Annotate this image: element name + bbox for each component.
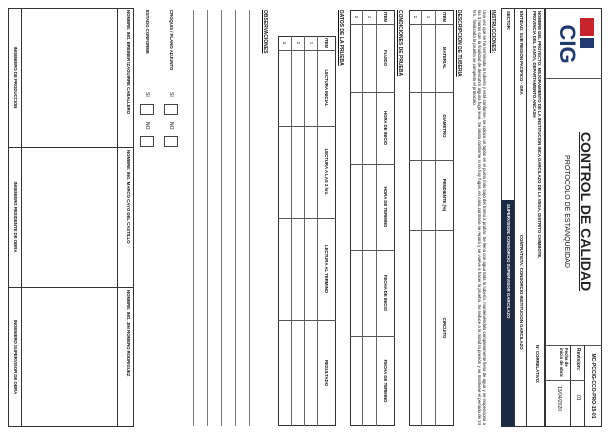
signature-area-supervisor[interactable]: [23, 288, 117, 426]
signature-role-resident: INGENIERO RESIDENTE DE OBRA: [13, 181, 18, 253]
instructions-text: Una vez que se ha terminado la tubería y está conforme, se coloca un tapón en el punto más bajo del tramo a probar. Se llena con agua toda la tubería, manteniéndola completamente llena de agua y se inspecciona a las 3 horas con la finalidad de descubrir alguna fuga leve. Se anota conforme si no hay fugas, en caso contrario se repara y se vuelve a hacer la prueba. Se reduce a la mitad la presión y se mantiene el período de 24 hrs., finalizada la prueba se completa el protocolo.: [472, 10, 487, 425]
instructions-heading: INSTRUCCIONES:: [490, 10, 496, 54]
observation-line[interactable]: [221, 10, 222, 426]
cond-col-end-date: FECHA DE TERMINO: [383, 359, 389, 403]
sketch-no-label: NO: [168, 122, 174, 130]
observation-line[interactable]: [193, 10, 194, 426]
pipe-col-item: ITEM: [442, 11, 448, 23]
cond-col-start-time: HORA DE INICIO: [383, 111, 389, 145]
table-row: 2: [354, 15, 359, 19]
table-row: 2: [413, 15, 418, 19]
signature-role-production: INGENIERO DE PRODUCCION: [13, 46, 18, 109]
sketch-yes-checkbox[interactable]: [164, 104, 178, 115]
pipe-col-slope: PENDIENTE (%): [442, 178, 448, 212]
cond-col-end-time: HORA DE TERMINO: [383, 186, 389, 228]
supervision-band: SUPERVISION: CONSORCIO SUPERVISOR GARCILAZO: [501, 200, 514, 427]
pipe-col-circuit: CIRCUITO: [442, 317, 448, 339]
sector-label: SECTOR:: [506, 11, 511, 31]
sketch-no-checkbox[interactable]: [164, 136, 178, 147]
cond-col-start-date: FECHA DE INICIO: [383, 274, 389, 312]
observations-heading: OBSERVACIONES: [262, 10, 268, 54]
sketch-attached-label: CROQUIS / PLANO ADJUNTO: [169, 10, 174, 71]
company-logo: [552, 16, 596, 72]
pipe-col-diameter: DIAMETRO: [442, 114, 448, 138]
data-col-item: ITEM: [324, 37, 330, 49]
status-ok-label: ESTADO CONFORME: [145, 10, 150, 54]
document-title: CONTROL DE CALIDAD: [578, 131, 594, 292]
revision-label: Revision:: [575, 348, 581, 371]
table-row: 1: [309, 41, 314, 45]
table-row: 1: [426, 15, 432, 19]
signature-area-production[interactable]: [23, 9, 117, 146]
status-no-label: NO: [144, 122, 150, 130]
status-no-checkbox[interactable]: [140, 136, 154, 147]
signature-name-supervisor: NOMBRE: ING. JIM ROMERO RODRIGUEZ: [126, 290, 131, 377]
cig-logo-icon: [552, 16, 596, 72]
status-yes-checkbox[interactable]: [140, 104, 154, 115]
signature-name-production: NOMBRE: ING. BREINER IZAGUIRRE CABALLERO: [126, 10, 131, 115]
document-code: MC-PCCIG-CCO-PRO-15-01: [590, 353, 596, 419]
observation-line[interactable]: [207, 10, 208, 426]
signature-name-resident: NOMBRE: ING. MARCO CAYO DEL CASTILLO: [126, 150, 131, 244]
status-yes-label: SI: [144, 92, 150, 97]
pipe-description-heading: DESCRIPCION DE TUBERIA: [456, 10, 462, 77]
signature-role-supervisor: INGENIERO SUPERVISOR DE OBRA: [13, 319, 18, 395]
data-col-end: LECTURA AL TERMINO: [324, 244, 330, 294]
correlativo-label: N° CORRELATIVO:: [535, 345, 540, 384]
project-name: NOMBRE DEL PROYECTO: MEJORAMIENTO DE LA INSTITUCION INCA GARCILAZO DE LA VEGA, DISTRITO CHIMBOTE, PROVINCIA DEL SANTA, DEPARTAMENTO ANCASH: [532, 11, 542, 259]
entity-label: ENTIDAD: SUB REGION PACIFICO - GRA: [519, 11, 524, 95]
revision-value: 01: [575, 395, 581, 401]
cond-col-fluid: FLUIDO: [383, 50, 389, 66]
test-data-heading: DATOS DE LA PRUEBA: [338, 10, 344, 66]
logo-text: CIG: [555, 24, 580, 64]
data-col-3hrs: LECTURA A LAS 3 hrs.: [324, 148, 330, 196]
pipe-col-material: MATERIAL: [442, 47, 448, 69]
data-col-result: RESULTADO: [324, 359, 330, 387]
table-row: 1: [367, 15, 373, 19]
sketch-yes-label: SI: [168, 92, 174, 97]
signature-area-resident[interactable]: [23, 148, 117, 286]
cond-col-item: ITEM: [383, 11, 389, 23]
contractor-label: CONTRATISTA: CONSORCIO INSTITUCION GARCILAZO: [519, 235, 524, 350]
data-col-initial: LECTURA INICIAL: [324, 69, 330, 107]
start-date-label: Fecha de inicio de obra:: [559, 348, 569, 378]
test-conditions-heading: CONDICIONES DE PRUEBA: [397, 10, 403, 77]
document-subtitle: PROTOCOLO DE ESTANQUEIDAD: [563, 155, 570, 268]
observation-line[interactable]: [249, 10, 250, 426]
table-row: 2: [296, 41, 301, 45]
start-date-value: 13/04/2020: [556, 386, 562, 412]
table-row: 3: [282, 41, 288, 45]
observation-line[interactable]: [235, 10, 236, 426]
